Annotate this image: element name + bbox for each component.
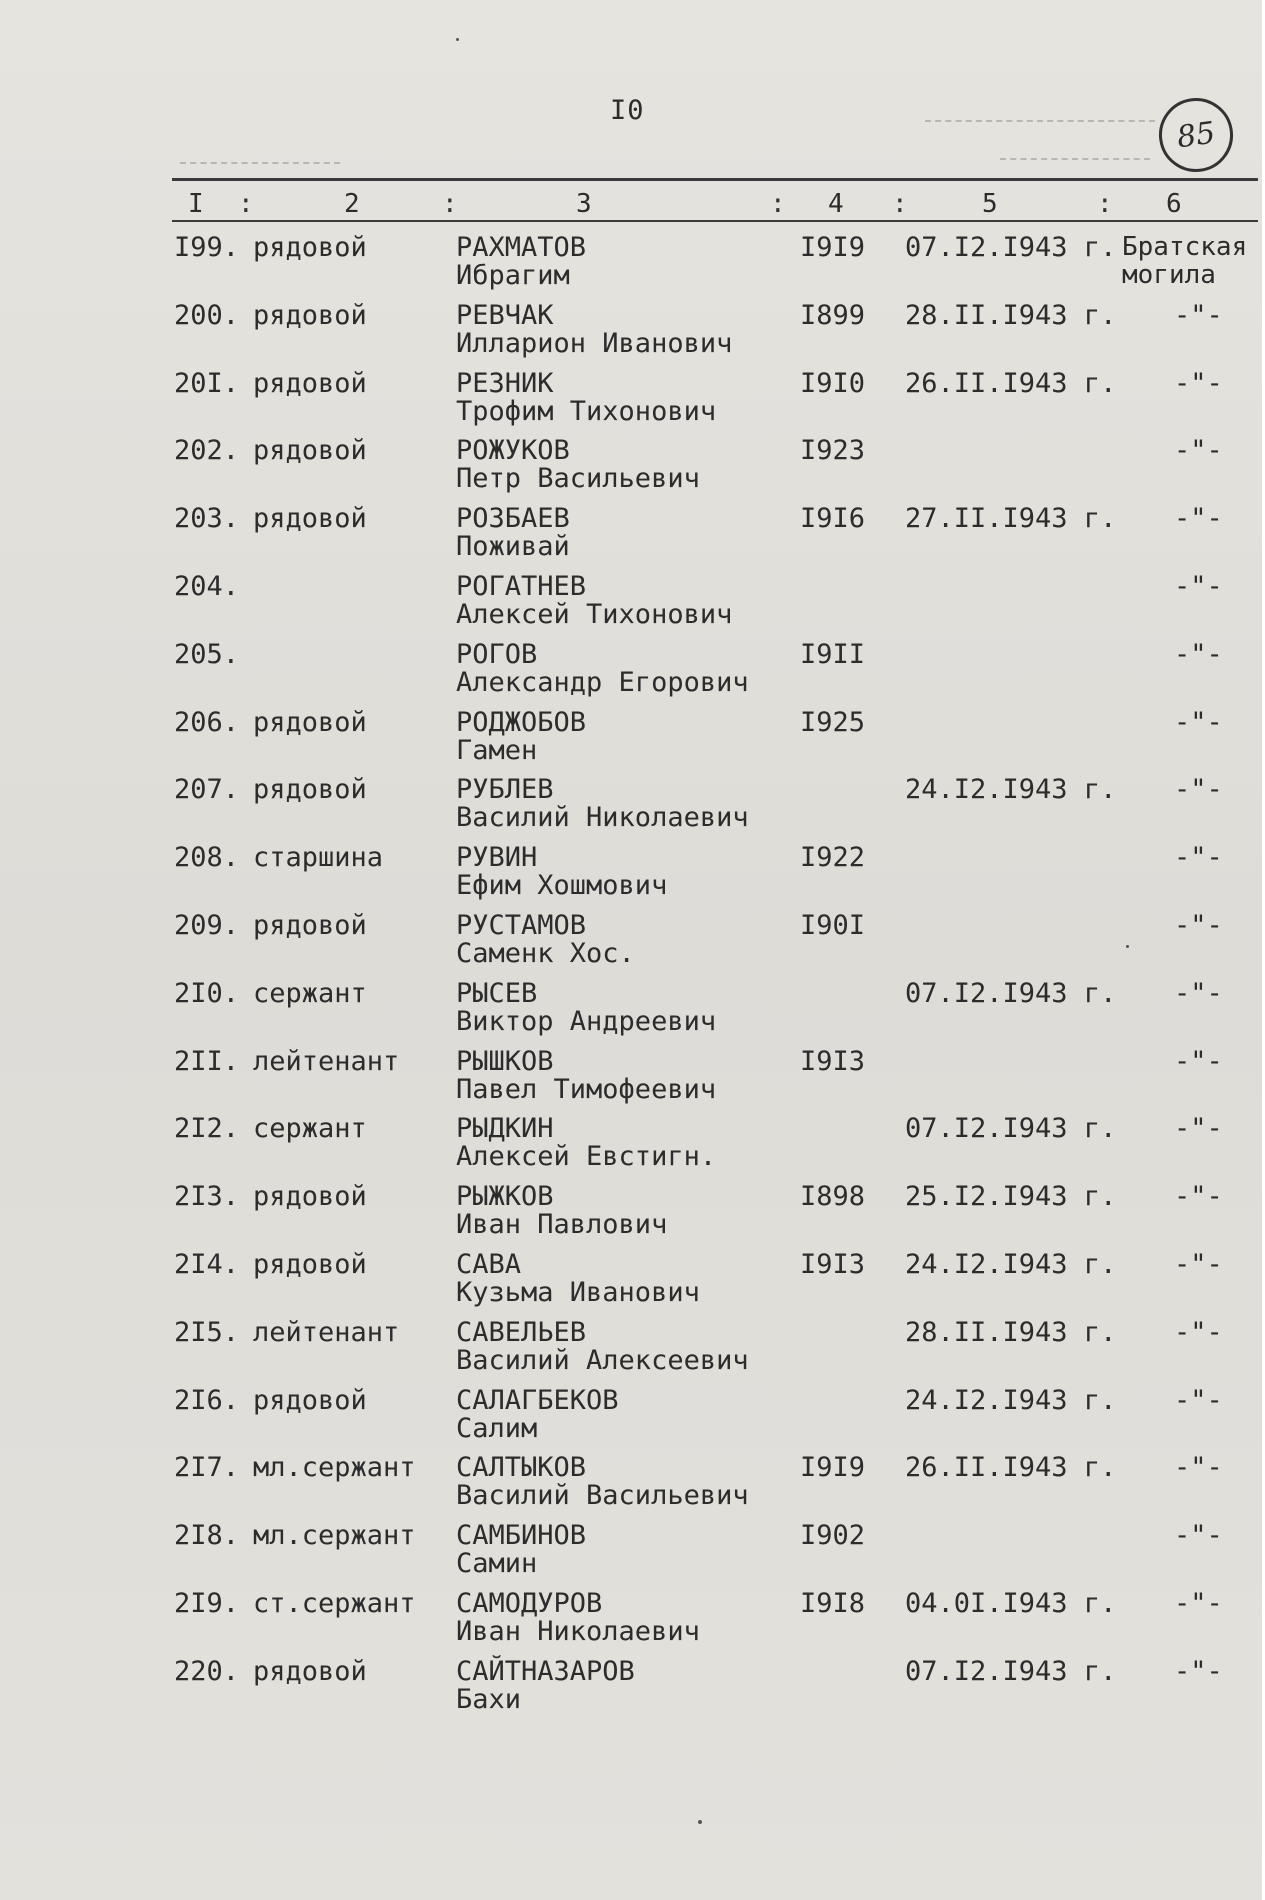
row-number: 220. <box>174 1655 240 1687</box>
military-rank: мл.сержант <box>253 1520 416 1552</box>
archive-sheet-stamp: 85 <box>1154 93 1238 177</box>
table-row <box>0 766 1262 834</box>
date-of-death: 07.I2.I943 г. <box>905 1655 1117 1687</box>
given-name: Илларион Иванович <box>456 327 733 359</box>
surname: РЫЖКОВ <box>456 1181 554 1213</box>
given-name: Павел Тимофеевич <box>456 1073 717 1105</box>
column-header-5: 5 <box>982 189 998 219</box>
surname: РОЖУКОВ <box>456 435 570 467</box>
paper-speck <box>698 1820 702 1824</box>
given-name: Гамен <box>456 734 538 766</box>
birth-year: I902 <box>800 1520 866 1552</box>
page-number: I0 <box>610 95 645 126</box>
burial-place: -"- <box>1174 571 1223 602</box>
surname: САЛАГБЕКОВ <box>456 1384 619 1416</box>
burial-place: -"- <box>1174 435 1223 467</box>
surname: РУСТАМОВ <box>456 910 587 941</box>
surname: САВА <box>456 1249 522 1280</box>
burial-place: -"- <box>1174 1655 1223 1687</box>
table-row <box>0 1377 1262 1445</box>
paper-speck <box>456 38 459 41</box>
row-number: 207. <box>174 774 240 806</box>
column-header-6: 6 <box>1166 189 1182 219</box>
surname: РУВИН <box>456 842 538 874</box>
military-rank: рядовой <box>253 435 367 467</box>
given-name: Трофим Тихонович <box>456 395 717 427</box>
birth-year: I925 <box>800 706 866 738</box>
military-rank: рядовой <box>253 232 367 263</box>
military-rank: рядовой <box>253 1181 367 1213</box>
burial-place: -"- <box>1174 638 1223 670</box>
birth-year: I922 <box>800 842 866 874</box>
burial-place: -"- <box>1174 774 1223 806</box>
military-rank: сержант <box>253 1113 367 1145</box>
birth-year: I923 <box>800 435 866 467</box>
date-of-death: 24.I2.I943 г. <box>905 1249 1117 1280</box>
military-rank: мл.сержант <box>253 1452 416 1484</box>
row-number: 2I4. <box>174 1249 240 1280</box>
row-number: 208. <box>174 842 240 874</box>
table-row <box>0 1648 1262 1716</box>
military-rank: рядовой <box>253 774 367 806</box>
surname: РЫШКОВ <box>456 1045 554 1077</box>
burial-place: -"- <box>1174 706 1223 738</box>
burial-place: -"- <box>1174 1384 1223 1416</box>
given-name: Саменк Хос. <box>456 938 635 969</box>
table-row <box>0 1105 1262 1173</box>
column-header-2: 2 <box>344 189 360 219</box>
birth-year: I9I9 <box>800 1452 866 1484</box>
column-separator: : <box>892 189 908 219</box>
table-row <box>0 360 1262 428</box>
burial-place: -"- <box>1174 1249 1223 1280</box>
row-number: 2I0. <box>174 977 240 1009</box>
military-rank: рядовой <box>253 910 367 941</box>
burial-place: -"- <box>1174 1588 1223 1619</box>
given-name: Виктор Андреевич <box>456 1005 717 1037</box>
surname: РАХМАТОВ <box>456 232 587 263</box>
table-top-rule <box>172 178 1258 181</box>
burial-place: -"- <box>1174 1520 1223 1552</box>
date-of-death: 25.I2.I943 г. <box>905 1181 1117 1213</box>
given-name: Петр Васильевич <box>456 463 700 495</box>
date-of-death: 28.II.I943 г. <box>905 299 1117 331</box>
burial-place: Братская <box>1122 232 1248 262</box>
birth-year: I899 <box>800 299 866 331</box>
row-number: 2I7. <box>174 1452 240 1484</box>
given-name: Василий Васильевич <box>456 1480 749 1512</box>
birth-year: I898 <box>800 1181 866 1213</box>
surname: САМБИНОВ <box>456 1520 587 1552</box>
surname: РОГОВ <box>456 638 538 670</box>
row-number: 203. <box>174 503 240 535</box>
faint-dashed-line <box>925 120 1155 122</box>
burial-place: -"- <box>1174 910 1223 941</box>
military-rank: ст.сержант <box>253 1588 416 1619</box>
date-of-death: 28.II.I943 г. <box>905 1316 1117 1348</box>
row-number: 2II. <box>174 1045 240 1077</box>
given-name: Бахи <box>456 1683 522 1715</box>
column-separator: : <box>238 189 254 219</box>
date-of-death: 26.II.I943 г. <box>905 367 1117 399</box>
surname: РОГАТНЕВ <box>456 571 587 602</box>
surname: РОДЖОБОВ <box>456 706 587 738</box>
table-row <box>0 970 1262 1038</box>
given-name: Иван Николаевич <box>456 1616 700 1647</box>
table-row <box>0 224 1262 292</box>
birth-year: I90I <box>800 910 866 941</box>
row-number: 204. <box>174 571 240 602</box>
burial-place: -"- <box>1174 1452 1223 1484</box>
faint-dashed-line <box>1000 158 1150 160</box>
row-number: 2I6. <box>174 1384 240 1416</box>
row-number: 209. <box>174 910 240 941</box>
given-name: Поживай <box>456 531 570 563</box>
row-number: 205. <box>174 638 240 670</box>
birth-year: I9I3 <box>800 1045 866 1077</box>
birth-year: I9I6 <box>800 503 866 535</box>
surname: РЕВЧАК <box>456 299 554 331</box>
column-separator: : <box>1097 189 1113 219</box>
military-rank: сержант <box>253 977 367 1009</box>
military-rank: лейтенант <box>253 1316 400 1348</box>
surname: РУБЛЕВ <box>456 774 554 806</box>
date-of-death: 24.I2.I943 г. <box>905 774 1117 806</box>
military-rank: старшина <box>253 842 384 874</box>
surname: РЫСЕВ <box>456 977 538 1009</box>
column-header-3: 3 <box>576 189 592 219</box>
military-rank: рядовой <box>253 1384 367 1416</box>
burial-place: -"- <box>1174 842 1223 874</box>
burial-place: -"- <box>1174 503 1223 535</box>
table-row <box>0 1173 1262 1241</box>
row-number: 200. <box>174 299 240 331</box>
row-number: 2I5. <box>174 1316 240 1348</box>
burial-place: -"- <box>1174 299 1223 331</box>
given-name: Ибрагим <box>456 260 570 291</box>
military-rank: лейтенант <box>253 1045 400 1077</box>
table-row <box>0 563 1262 631</box>
row-number: 2I2. <box>174 1113 240 1145</box>
military-rank: рядовой <box>253 299 367 331</box>
surname: САЙТНАЗАРОВ <box>456 1655 635 1687</box>
given-name: Иван Павлович <box>456 1209 668 1241</box>
date-of-death: 07.I2.I943 г. <box>905 232 1117 263</box>
surname: РЫДКИН <box>456 1113 554 1145</box>
surname: САВЕЛЬЕВ <box>456 1316 587 1348</box>
date-of-death: 07.I2.I943 г. <box>905 977 1117 1009</box>
date-of-death: 26.II.I943 г. <box>905 1452 1117 1484</box>
row-number: 2I9. <box>174 1588 240 1619</box>
table-row <box>0 292 1262 360</box>
table-row <box>0 1580 1262 1648</box>
table-header-rule <box>172 220 1258 222</box>
birth-year: I9II <box>800 638 866 670</box>
table-row <box>0 495 1262 563</box>
column-separator: : <box>770 189 786 219</box>
given-name: Самин <box>456 1548 538 1580</box>
row-number: 206. <box>174 706 240 738</box>
column-header-1: I <box>188 189 204 219</box>
table-row <box>0 1241 1262 1309</box>
burial-place: -"- <box>1174 367 1223 399</box>
burial-place: -"- <box>1174 1045 1223 1077</box>
military-rank: рядовой <box>253 367 367 399</box>
given-name: Алексей Тихонович <box>456 599 733 630</box>
date-of-death: 07.I2.I943 г. <box>905 1113 1117 1145</box>
military-rank: рядовой <box>253 503 367 535</box>
date-of-death: 24.I2.I943 г. <box>905 1384 1117 1416</box>
given-name: Салим <box>456 1412 538 1444</box>
faint-dashed-line <box>180 162 340 164</box>
row-number: I99. <box>174 232 240 263</box>
table-row <box>0 1038 1262 1106</box>
surname: САЛТЫКОВ <box>456 1452 587 1484</box>
surname: САМОДУРОВ <box>456 1588 603 1619</box>
row-number: 2I3. <box>174 1181 240 1213</box>
column-separator: : <box>442 189 458 219</box>
burial-place: -"- <box>1174 1316 1223 1348</box>
date-of-death: 04.0I.I943 г. <box>905 1588 1117 1619</box>
birth-year: I9I8 <box>800 1588 866 1619</box>
given-name: Кузьма Иванович <box>456 1277 700 1308</box>
burial-place: -"- <box>1174 977 1223 1009</box>
given-name: Алексей Евстигн. <box>456 1141 717 1173</box>
surname: РОЗБАЕВ <box>456 503 570 535</box>
row-number: 202. <box>174 435 240 467</box>
military-rank: рядовой <box>253 1655 367 1687</box>
date-of-death: 27.II.I943 г. <box>905 503 1117 535</box>
table-row <box>0 902 1262 970</box>
table-row <box>0 834 1262 902</box>
table-row <box>0 631 1262 699</box>
burial-place-line2: могила <box>1122 260 1216 290</box>
table-row <box>0 699 1262 767</box>
surname: РЕЗНИК <box>456 367 554 399</box>
birth-year: I9I0 <box>800 367 866 399</box>
birth-year: I9I3 <box>800 1249 866 1280</box>
given-name: Василий Алексеевич <box>456 1344 749 1376</box>
given-name: Ефим Хошмович <box>456 870 668 902</box>
given-name: Александр Егорович <box>456 666 749 698</box>
table-row <box>0 1512 1262 1580</box>
table-row <box>0 1309 1262 1377</box>
table-row <box>0 427 1262 495</box>
column-header-4: 4 <box>828 189 844 219</box>
military-rank: рядовой <box>253 1249 367 1280</box>
birth-year: I9I9 <box>800 232 866 263</box>
table-row <box>0 1444 1262 1512</box>
table-header <box>172 189 1258 219</box>
row-number: 20I. <box>174 367 240 399</box>
burial-place: -"- <box>1174 1181 1223 1213</box>
row-number: 2I8. <box>174 1520 240 1552</box>
burial-place: -"- <box>1174 1113 1223 1145</box>
given-name: Василий Николаевич <box>456 802 749 834</box>
military-rank: рядовой <box>253 706 367 738</box>
